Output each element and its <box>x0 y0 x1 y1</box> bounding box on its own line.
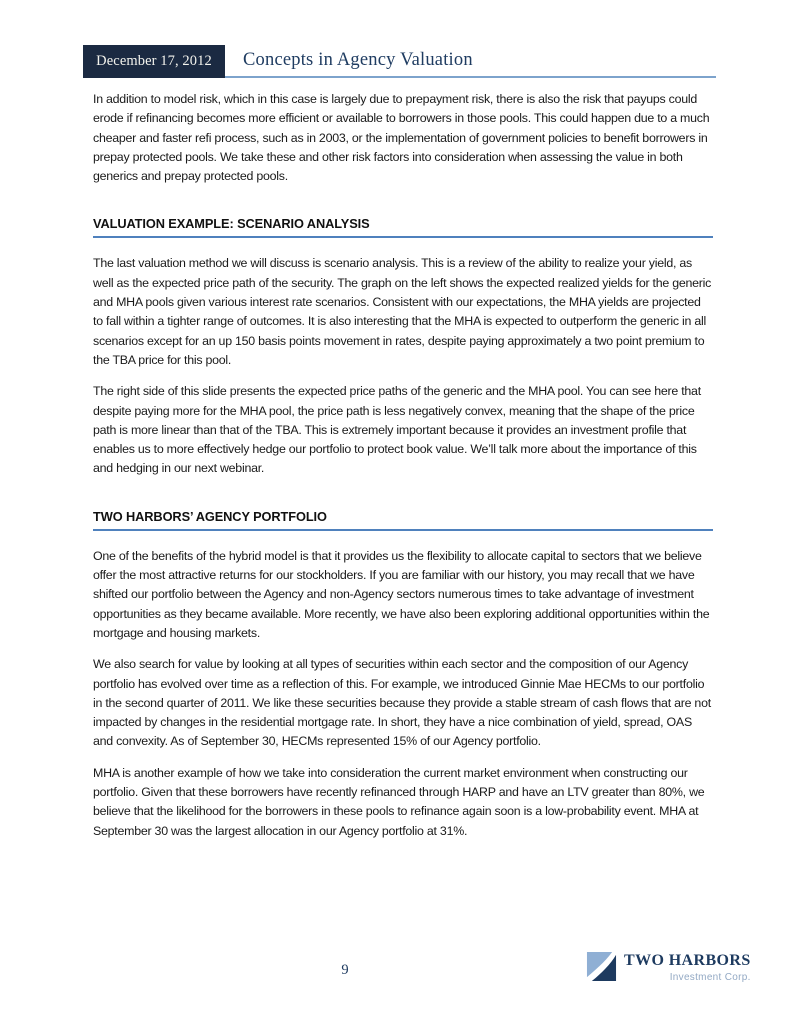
header-date-badge <box>83 45 225 78</box>
section-heading-valuation-example: VALUATION EXAMPLE: SCENARIO ANALYSIS <box>93 216 713 238</box>
header-date: December 17, 2012 <box>96 53 212 69</box>
logo-text <box>624 951 751 983</box>
page-number: 9 <box>341 962 349 978</box>
portfolio-paragraph-2: We also search for value by looking at all types of securities within each sector and the composition of our Agency portfolio has evolved over time as a reflection of this. For example, we introduced Ginnie Mae HECMs to our portfolio in the second quarter of 2011. We like these securities because they provide a stable stream of cash flows that are not impacted by changes in the residential mortgage rate. In short, they have a nice combination of yield, spread, OAS and convexity. As of September 30, HECMs represented 15% of our Agency portfolio. <box>93 657 711 749</box>
section-heading-agency-portfolio: TWO HARBORS’ AGENCY PORTFOLIO <box>93 509 713 531</box>
page-title: Concepts in Agency Valuation <box>243 50 473 70</box>
logo-company-name: TWO HARBORS <box>624 952 751 969</box>
portfolio-paragraph-1: One of the benefits of the hybrid model is that it provides us the flexibility to allocate capital to sectors that we believe offer the most attractive returns for our stockholders. If you are familiar with our history, you may recall that we have shifted our portfolio between the Agency and non-Agency sectors numerous times to take advantage of investment opportunities as they became available. More recently, we have also been exploring additional opportunities within the mortgage and housing markets. <box>93 548 710 640</box>
intro-paragraph: In addition to model risk, which in this case is largely due to prepayment risk, there is also the risk that payups could erode if refinancing becomes more efficient or available to borrowers in those pools. This could happen due to a much cheaper and faster refi process, such as in 2003, or the implementation of government policies to benefit borrowers in prepay protected pools. We take these and other risk factors into consideration when assessing the value in both generics and prepay protected pools. <box>93 92 710 184</box>
logo-subtitle: Investment Corp. <box>669 972 751 983</box>
document-body <box>93 90 713 853</box>
two-harbors-logo-icon <box>586 951 617 982</box>
valuation-paragraph-2: The right side of this slide presents the expected price paths of the generic and the MHA pool. You can see here that despite paying more for the MHA pool, the price path is less negatively convex, meaning that the shape of the price path is more linear than that of the TBA. This is extremely important because it provides an investment profile that enables us to more effectively hedge our portfolio to protect book value. We’ll talk more about the importance of this and hedging in our next webinar. <box>93 384 701 476</box>
company-logo <box>586 951 751 983</box>
portfolio-paragraph-3: MHA is another example of how we take into consideration the current market environment when constructing our portfolio. Given that these borrowers have recently refinanced through HARP and have an LTV greater than 80%, we believe that the likelihood for the borrowers in these pools to refinance again soon is a low-probability event. MHA at September 30 was the largest allocation in our Agency portfolio at 31%. <box>93 765 705 838</box>
valuation-paragraph-1: The last valuation method we will discuss is scenario analysis. This is a review of the ability to realize your yield, as well as the expected price path of the security. The graph on the left shows the expected realized yields for the generic and MHA pools given various interest rate scenarios. Consistent with our expectations, the MHA yields are projected to fall within a tighter range of outcomes. It is also interesting that the MHA is expected to outperform the generic in all scenarios except for an up 150 basis points movement in rates, despite paying approximately a two point premium to the TBA price for this pool. <box>93 256 712 367</box>
